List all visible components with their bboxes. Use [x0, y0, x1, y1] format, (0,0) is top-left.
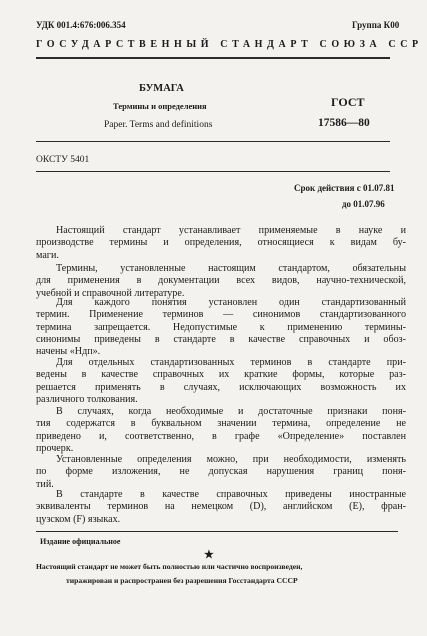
body-line: термина запрещается. Недопустимые к применению термины-	[36, 321, 406, 333]
okstu-code: ОКСТУ 5401	[36, 155, 90, 165]
body-line: Термины, установленные настоящим стандартом, обязательны	[56, 263, 406, 274]
body-paragraph-5	[36, 406, 406, 455]
udk-code: УДК 001.4:676:006.354	[36, 20, 126, 30]
body-line: решается применять в случаях, исключающих возможность их	[36, 381, 406, 393]
group-code: Группа К00	[352, 20, 400, 30]
body-line: маги.	[36, 249, 59, 261]
body-paragraph-6	[36, 454, 406, 491]
footer-rule	[36, 531, 398, 532]
body-paragraph-1	[36, 225, 406, 262]
gost-label: ГОСТ	[331, 95, 365, 109]
body-line: прочерк.	[36, 442, 74, 454]
header-rule	[36, 57, 390, 59]
copyright-notice-line2: тиражирован и распространен без разрешения Госстандарта СССР	[66, 576, 298, 585]
body-line: тий.	[36, 478, 54, 490]
validity-to: до 01.07.96	[342, 199, 385, 209]
body-line: В случаях, когда необходимые и достаточные признаки поня-	[56, 406, 406, 417]
document-subtitle-ru: Термины и определения	[113, 101, 207, 111]
body-line: Установленные определения можно, при необходимости, изменять	[56, 454, 406, 465]
body-line: эквиваленты терминов на немецком (D), английском (E), фран-	[36, 501, 406, 513]
body-line: В стандарте в качестве справочных приведены иностранные	[56, 489, 406, 500]
body-line: Для каждого понятия установлен один стандартизованный	[56, 297, 406, 308]
body-line: начены «Ндп».	[36, 346, 101, 358]
body-line: Для отдельных стандартизованных терминов в стандарте при-	[56, 357, 406, 368]
document-name: БУМАГА	[139, 83, 184, 94]
body-paragraph-2	[36, 263, 406, 300]
body-line: приведено и, соответственно, в графе «Определение» поставлен	[36, 430, 406, 442]
star-icon: ★	[204, 549, 214, 561]
title-rule	[36, 141, 390, 142]
official-edition-label: Издание официальное	[40, 537, 121, 546]
body-line: синонимы приведены в стандарте в качестве справочных и обоз-	[36, 333, 406, 345]
body-line: учебной и справочной литературе.	[36, 287, 185, 299]
body-line: Настоящий стандарт устанавливает применяемые в науке и	[56, 225, 406, 236]
gost-number: 17586—80	[318, 117, 370, 129]
body-line: ведены в качестве справочных их краткие формы, которые раз-	[36, 369, 406, 381]
body-paragraph-4	[36, 357, 406, 406]
body-line: производстве термины и определения, относящиеся к видам бу-	[36, 237, 406, 249]
okstu-rule	[36, 171, 390, 172]
body-line: для применения в документации всех видов, научно-технической,	[36, 275, 406, 287]
body-paragraph-7	[36, 489, 406, 526]
copyright-notice-line1: Настоящий стандарт не может быть полностью или частично воспроизведен,	[36, 562, 303, 571]
body-line: термин. Применение терминов — синонимов стандартизованного	[36, 309, 406, 321]
body-line: различного толкования.	[36, 393, 138, 405]
body-line: тия содержатся в буквальном значении термина, определение не	[36, 418, 406, 430]
body-line: цузском (F) языках.	[36, 513, 121, 525]
body-paragraph-3	[36, 297, 406, 358]
document-subtitle-en: Paper. Terms and definitions	[104, 120, 213, 130]
body-line: по форме изложения, не допуская нарушения границ поня-	[36, 466, 406, 478]
validity-from: Срок действия с 01.07.81	[294, 183, 395, 193]
standard-title: ГОСУДАРСТВЕННЫЙ СТАНДАРТ СОЮЗА ССР	[36, 39, 423, 50]
